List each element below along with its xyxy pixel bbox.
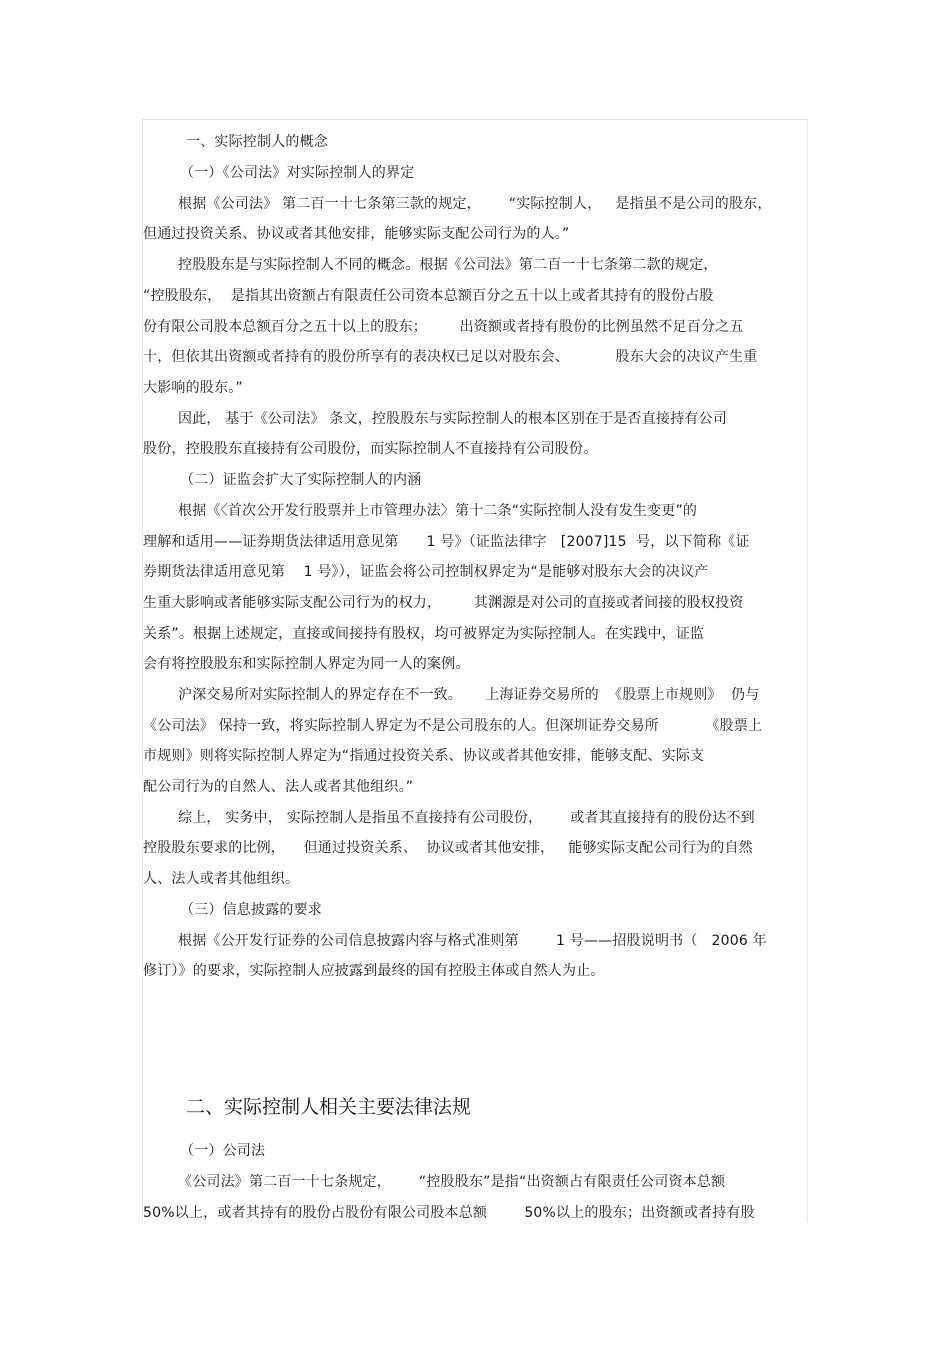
body-line: 因此， 基于《公司法》 条文，控股股东与实际控制人的根本区别在于是否直接持有公司 [178,411,727,427]
section-heading-1: 一、实际控制人的概念 [186,134,328,150]
body-line: 券期货法律适用意见第 1 号》），证监会将公司控制权界定为“是能够对股东大会的决议产 [143,564,709,580]
body-line: 《公司法》第二百一十七条规定， “控股股东”是指“出资额占有限责任公司资本总额 [178,1174,726,1190]
body-line: 十，但依其出资额或者持有的股份所享有的表决权已足以对股东会、 股东大会的决议产生重 [143,349,758,365]
body-line: 沪深交易所对实际控制人的界定存在不一致。 上海证券交易所的 《股票上市规则》 仍与 [178,687,760,703]
body-line: 50%以上，或者其持有的股份占股份有限公司股本总额 50%以上的股东；出资额或者持有股 [143,1205,755,1221]
body-line: 生重大影响或者能够实际支配公司行为的权力， 其渊源是对公司的直接或者间接的股权投资 [143,595,744,611]
body-line: 根据《〈首次公开发行股票并上市管理办法〉第十二条“实际控制人没有发生变更”的 [178,503,698,519]
body-line: 修订）》的要求，实际控制人应披露到最终的国有控股主体或自然人为止。 [143,963,605,979]
section-heading-2: 二、实际控制人相关主要法律法规 [186,1096,472,1118]
body-line: 关系”。根据上述规定，直接或间接持有股权，均可被界定为实际控制人。在实践中，证监 [143,626,705,642]
body-line: 会有将控股股东和实际控制人界定为同一人的案例。 [143,656,470,672]
body-line: 《公司法》 保持一致，将实际控制人界定为不是公司股东的人。但深圳证券交易所 《股票上 [143,718,763,734]
subsection-heading-2-1: （一）公司法 [180,1143,266,1159]
body-line: 控股股东是与实际控制人不同的概念。根据《公司法》第二百一十七条第二款的规定， [178,257,718,273]
body-line: 控股股东要求的比例， 但通过投资关系、 协议或者其他安排， 能够实际支配公司行为的自然 [143,840,753,856]
body-line: 但通过投资关系、协议或者其他安排，能够实际支配公司行为的人。” [143,226,570,242]
body-line: 大影响的股东。” [143,380,243,396]
subsection-heading-1-3: （三）信息披露的要求 [180,902,322,918]
body-line: 配公司行为的自然人、法人或者其他组织。” [143,779,414,795]
body-line: 市规则》则将实际控制人界定为“指通过投资关系、协议或者其他安排，能够支配、实际支 [143,748,705,764]
body-line: 根据《公司法》 第二百一十七条第三款的规定， “实际控制人， 是指虽不是公司的股东， [178,196,772,212]
body-line: 综上， 实务中， 实际控制人是指虽不直接持有公司股份， 或者其直接持有的股份达不到 [178,810,755,826]
subsection-heading-1-2: （二）证监会扩大了实际控制人的内涵 [180,472,422,488]
body-line: 股份，控股股东直接持有公司股份，而实际控制人不直接持有公司股份。 [143,441,598,457]
body-line: 人、法人或者其他组织。 [143,871,300,887]
subsection-heading-1-1: （一）《公司法》对实际控制人的界定 [180,165,415,181]
body-line: 份有限公司股本总额百分之五十以上的股东； 出资额或者持有股份的比例虽然不足百分之五 [143,319,744,335]
body-line: 根据《公开发行证券的公司信息披露内容与格式准则第 1 号——招股说明书（ 2006 年 [178,933,767,949]
body-line: 理解和适用——证券期货法律适用意见第 1 号》（证监法律字 [2007]15 号，以下简称《证 [143,534,750,550]
body-line: “控股股东， 是指其出资额占有限责任公司资本总额百分之五十以上或者其持有的股份占股 [143,288,714,304]
